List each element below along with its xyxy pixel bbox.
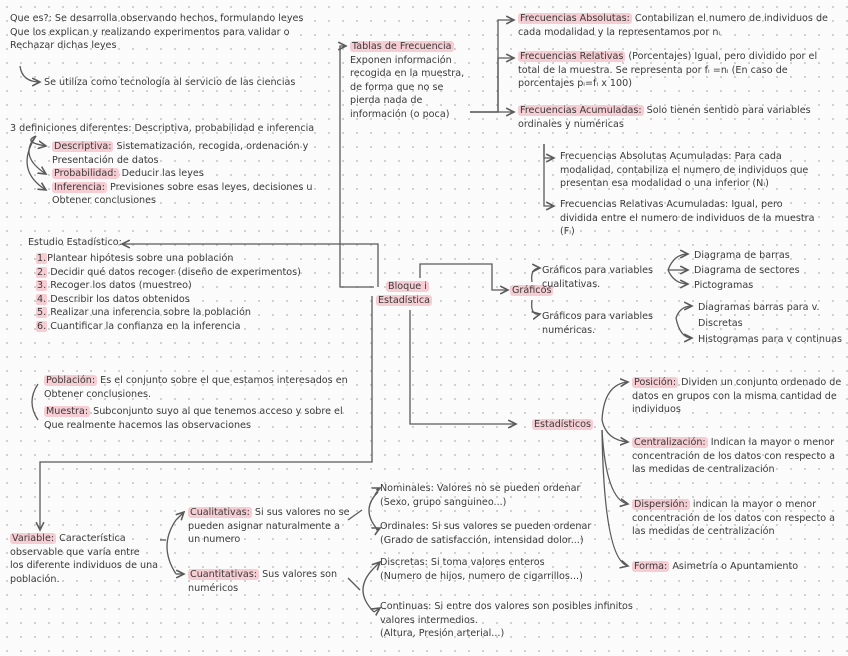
step-number: 3. [37,280,47,292]
tablas-block [350,40,464,122]
frec-text: modalidad, contabiliza el numero de individuos que [560,164,809,176]
term-posicion: Posición: [634,377,677,388]
tablas-title: Tablas de Frecuencia [352,41,452,52]
tablas-text: de forma que no se [350,81,444,93]
definition-text: Sistematización, recogida, ordenación y [116,141,309,152]
muestra-text: Que realmente hacemos las observaciones [44,419,251,431]
term-probabilidad: Probabilidad: [54,168,117,180]
frecuencias-relativas [518,50,817,91]
frec-text: total de la muestra. Se representa por fᵢ =nᵢ (En caso de [518,64,788,76]
graficos-text: Gráficos para variables [542,311,654,322]
step-text: Realizar una inferencia sobre la población [50,307,251,319]
frec-text: Solo tienen sentido para variables [646,105,811,116]
step-number: 1. [37,253,47,264]
graficos-cualitativas [542,264,653,291]
frecuencias-absolutas [518,12,828,39]
estadisticos-text: Indican la mayor o menor [710,437,835,448]
frec-text: Frecuencias Relativas Acumuladas: Igual, pero [560,199,783,210]
discretas-block [380,556,583,583]
term-frec-acumuladas: Frecuencias Acumuladas: [520,105,642,116]
step-text: Plantear hipótesis sobre una población [47,253,234,264]
posicion-block [632,376,841,417]
graficos-text: cualitativas. [542,278,601,290]
frec-text: dividida entre el numero de individuos de la muestra [560,212,815,224]
tablas-text: recogida en la muestra, [350,68,465,80]
term-muestra: Muestra: [46,406,89,418]
continuas-text: Continuas: Si entre dos valores son posibles infinitos [380,601,633,612]
intro-block [10,12,303,53]
cualitativas-text: pueden asignar naturalmente a [188,520,340,532]
graficos-cual-items [694,248,800,293]
estadisticos-node [532,418,593,432]
estadisticos-text: Dividen un conjunto ordenado de [681,377,842,388]
list-item: Pictogramas [694,280,754,291]
tablas-text: pierda nada de [350,95,423,107]
term-descriptiva: Descriptiva: [54,141,112,152]
list-item: Discretas [698,318,743,329]
list-item: Diagrama de sectores [694,265,800,276]
tablas-text: Exponen información [350,54,452,66]
dispersion-block [632,498,835,539]
term-frec-absolutas: Frecuencias Absolutas: [520,13,630,24]
term-inferencia: Inferencia: [54,181,105,193]
frec-text: (Fᵢ) [560,226,575,238]
graficos-text: numéricas. [542,324,596,336]
frec-text: Contabilizan el numero de individuos de [634,13,828,24]
central-node-line: Estadística [378,295,431,306]
list-item: Diagrama de barras [694,250,790,261]
definition-text: Presentación de datos [52,154,159,166]
term-frec-relativas: Frecuencias Relativas [520,51,624,62]
term-poblacion: Población: [46,375,96,386]
intro-tech: Se utiliza como tecnología al servicio de las ciencias [44,77,296,88]
continuas-text: valores intermedios. [380,614,478,626]
intro-line: Que es?: Se desarrolla observando hechos, formulando leyes [10,13,304,24]
continuas-block [380,600,633,641]
variable-block [10,532,158,586]
ordinales-example: (Grado de satisfacción, intensidad dolor...) [380,534,584,546]
definition-text: Previsiones sobre esas leyes, decisiones u [110,181,313,193]
variable-text: observable que varía entre [10,546,140,558]
frec-abs-acumuladas [560,150,808,191]
frecuencias-acumuladas [518,104,811,131]
centralizacion-block [632,436,835,477]
intro-line: Que los explican y realizando experimentos para validar o [10,26,290,38]
ordinales-block [380,520,591,547]
graficos-label: Gráficos [512,285,552,296]
estadisticos-text: indican la mayor o menor [692,499,817,510]
frec-rel-acumuladas [560,198,815,239]
graficos-numericas [542,310,653,337]
estadisticos-text: concentración de los datos con respecto a [632,512,836,524]
central-node-line: Bloque i [388,281,427,292]
term-cualitativas: Cualitativas: [190,507,250,518]
estadisticos-text: las medidas de centralización [632,464,775,476]
term-centralizacion: Centralización: [634,437,706,448]
list-item: Diagramas barras para v. [698,302,820,313]
estadisticos-text: concentración de los datos con respecto a [632,450,836,462]
frec-text: presentan esa modalidad o una inferior (Nᵢ) [560,178,769,190]
graficos-text: Gráficos para variables [542,265,654,276]
cuantitativas-text: numéricos [188,582,239,594]
definition-descriptiva [52,140,312,208]
intro-line: Rechazar dichas leyes [10,40,117,52]
cualitativas-text: Si sus valores no se [254,507,350,518]
frec-text: Frecuencias Absolutas Acumuladas: Para cada [560,151,782,162]
variable-text: población. [10,573,60,585]
poblacion-block [44,374,348,432]
estadisticos-label: Estadísticos [534,419,592,430]
frec-text: porcentajes pᵢ=fᵢ x 100) [518,78,632,90]
nominales-text: Nominales: Valores no se pueden ordenar [380,483,581,494]
step-text: Decidir qué datos recoger (diseño de experimentos) [50,266,301,278]
central-node [376,280,432,308]
cuantitativas-text: Sus valores son [262,569,338,580]
frec-text: cada modalidad y la representamos por nᵢ [518,26,721,38]
list-item: Histogramas para v continuas [698,334,842,345]
nominales-example: (Sexo, grupo sanguineo...) [380,496,507,508]
discretas-text: Discretas: Si toma valores enteros [380,557,545,568]
frec-text: ordinales y numéricas [518,118,624,130]
muestra-text: Subconjunto suyo al que tenemos acceso y sobre el [93,406,343,418]
step-number: 5. [37,307,47,319]
poblacion-text: Es el conjunto sobre el que estamos interesados en [100,375,348,386]
estadisticos-text: las medidas de centralización [632,526,775,538]
variable-text: los diferente individuos de una [10,560,159,572]
estadisticos-text: Asimetría o Apuntamiento [672,561,799,572]
term-forma: Forma: [634,561,668,572]
step-text: Describir los datos obtenidos [50,293,190,305]
step-number: 2. [37,266,47,278]
definition-text: Deducir las leyes [121,168,204,180]
nominales-block [380,482,580,509]
step-text: Recoger los datos (muestreo) [50,280,192,292]
variable-text: Característica [59,533,126,544]
step-number: 6. [37,320,47,332]
graficos-num-items [698,300,842,348]
cualitativas-text: un numero [188,534,241,546]
estadisticos-text: datos en grupos con la misma cantidad de [632,390,837,402]
term-variable: Variable: [12,533,55,544]
cualitativas-block [188,506,350,547]
ordinales-text: Ordinales: Si sus valores se pueden ordenar [380,521,592,532]
step-number: 4. [37,293,47,305]
definition-text: Obtener conclusiones [52,195,157,207]
cuantitativas-block [188,568,337,595]
estadisticos-text: individuos [632,404,681,416]
frec-text: (Porcentajes) Igual, pero dividido por el [628,51,818,62]
continuas-example: (Altura, Presión arterial...) [380,628,505,640]
tablas-text: información (o poca) [350,108,450,120]
step-text: Cuantificar la confianza en la inferencia [50,320,241,332]
estudio-steps [36,252,301,334]
discretas-example: (Numero de hijos, numero de cigarrillos...) [380,570,583,582]
definitions-header: 3 definiciones diferentes: Descriptiva, probabilidad e inferencia [10,123,315,134]
poblacion-text: Obtener conclusiones. [44,388,152,400]
forma-block [632,560,798,574]
term-dispersion: Dispersión: [634,499,688,510]
estudio-title: Estudio Estadístico: [28,237,122,248]
term-cuantitativas: Cuantitativas: [190,569,258,580]
